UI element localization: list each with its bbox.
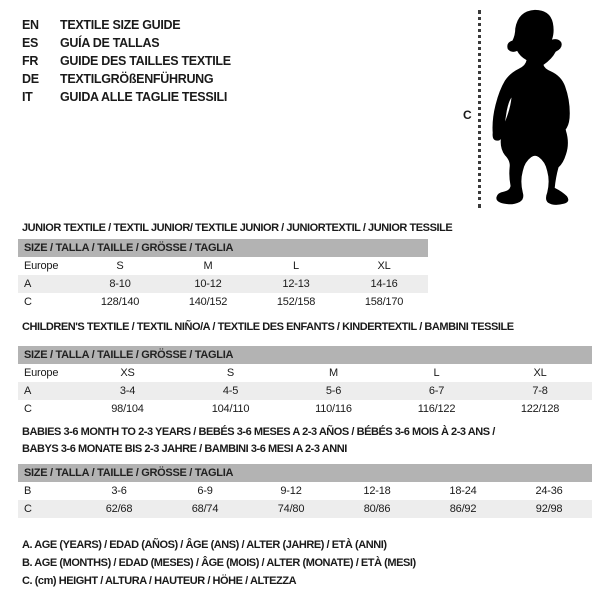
size-value-cell: XS bbox=[120, 367, 135, 379]
size-figure bbox=[455, 8, 587, 212]
table-row-europe bbox=[18, 257, 428, 275]
height-measure-label: C bbox=[463, 108, 472, 122]
size-value-cell: S bbox=[116, 260, 124, 272]
row-label-cell: C bbox=[24, 403, 32, 415]
row-label-cell: Europe bbox=[24, 367, 59, 379]
size-header-row bbox=[18, 346, 592, 364]
size-value-cell: 122/128 bbox=[520, 403, 560, 415]
language-title: TEXTILE SIZE GUIDE bbox=[60, 18, 181, 32]
size-value-cell: 12-18 bbox=[363, 485, 391, 497]
size-value-cell: XL bbox=[533, 367, 547, 379]
junior-section-title: JUNIOR TEXTILE / TEXTIL JUNIOR/ TEXTILE JUNIOR / JUNIORTEXTIL / JUNIOR TESSILE bbox=[22, 222, 453, 234]
language-row-it bbox=[22, 88, 231, 106]
size-value-cell: 10-12 bbox=[164, 275, 252, 293]
language-code: IT bbox=[22, 90, 33, 104]
children-section-title: CHILDREN'S TEXTILE / TEXTIL NIÑO/A / TEXTILE DES ENFANTS / KINDERTEXTIL / BAMBINI TESSILE bbox=[22, 321, 514, 333]
babies-size-table bbox=[18, 464, 592, 518]
language-row-fr bbox=[22, 52, 231, 70]
size-value-cell: 7-8 bbox=[488, 382, 592, 400]
size-value-cell: 140/152 bbox=[188, 296, 228, 308]
size-value-cell: 86/92 bbox=[420, 500, 506, 518]
table-row-height-cm bbox=[18, 293, 428, 311]
size-value-cell: M bbox=[203, 260, 213, 272]
size-value-cell: XL bbox=[377, 260, 391, 272]
size-header-row bbox=[18, 464, 592, 482]
table-row-height-cm bbox=[18, 500, 592, 518]
row-label-cell: C bbox=[18, 500, 76, 518]
size-value-cell: 3-4 bbox=[76, 382, 179, 400]
size-value-cell: L bbox=[293, 260, 299, 272]
size-value-cell: 110/116 bbox=[315, 403, 352, 415]
footnotes bbox=[22, 536, 416, 590]
size-header-cell: SIZE / TALLA / TAILLE / GRÖSSE / TAGLIA bbox=[18, 464, 592, 482]
language-row-es bbox=[22, 34, 231, 52]
size-value-cell: 62/68 bbox=[76, 500, 162, 518]
size-value-cell: 6-7 bbox=[385, 382, 488, 400]
language-title: GUIDA ALLE TAGLIE TESSILI bbox=[60, 90, 228, 104]
language-list bbox=[22, 16, 231, 106]
size-value-cell: 12-13 bbox=[252, 275, 340, 293]
table-row-age-years bbox=[18, 382, 592, 400]
language-code: FR bbox=[22, 54, 39, 68]
row-label-cell: A bbox=[18, 382, 76, 400]
size-value-cell: 116/122 bbox=[417, 403, 456, 415]
size-value-cell: 128/140 bbox=[100, 296, 140, 308]
size-value-cell: M bbox=[329, 367, 338, 379]
table-row-europe bbox=[18, 364, 592, 382]
table-row-age-months bbox=[18, 482, 592, 500]
size-value-cell: 18-24 bbox=[449, 485, 477, 497]
row-label-cell: Europe bbox=[24, 260, 59, 272]
size-value-cell: 104/110 bbox=[211, 403, 250, 415]
height-measure-line bbox=[478, 10, 481, 208]
size-value-cell: 158/170 bbox=[364, 296, 404, 308]
size-value-cell: 68/74 bbox=[162, 500, 248, 518]
table-row-height-cm bbox=[18, 400, 592, 418]
size-value-cell: 4-5 bbox=[179, 382, 282, 400]
language-row-de bbox=[22, 70, 231, 88]
babies-title-line-1: BABIES 3-6 MONTH TO 2-3 YEARS / BEBÉS 3-6 MESES A 2-3 AÑOS / BÉBÉS 3-6 MOIS À 2-3 ANS / bbox=[22, 426, 495, 438]
size-header-cell: SIZE / TALLA / TAILLE / GRÖSSE / TAGLIA bbox=[18, 346, 592, 364]
junior-size-table bbox=[18, 239, 428, 311]
size-value-cell: 92/98 bbox=[506, 500, 592, 518]
row-label-cell: C bbox=[24, 296, 32, 308]
size-header-row bbox=[18, 239, 428, 257]
size-value-cell: 9-12 bbox=[280, 485, 302, 497]
size-value-cell: 5-6 bbox=[282, 382, 385, 400]
size-value-cell: 8-10 bbox=[76, 275, 164, 293]
footnote-age-months: B. AGE (MONTHS) / EDAD (MESES) / ÂGE (MOIS) / ALTER (MONATE) / ETÀ (MESI) bbox=[22, 557, 416, 569]
footnote-height-cm: C. (cm) HEIGHT / ALTURA / HAUTEUR / HÖHE / ALTEZZA bbox=[22, 575, 297, 587]
size-value-cell: 152/158 bbox=[276, 296, 316, 308]
size-value-cell: S bbox=[226, 367, 235, 379]
language-code: ES bbox=[22, 36, 39, 50]
size-value-cell: L bbox=[433, 367, 440, 379]
size-header-cell: SIZE / TALLA / TAILLE / GRÖSSE / TAGLIA bbox=[18, 239, 428, 257]
children-size-table bbox=[18, 346, 592, 418]
language-code: EN bbox=[22, 18, 39, 32]
size-value-cell: 74/80 bbox=[248, 500, 334, 518]
size-value-cell: 6-9 bbox=[197, 485, 213, 497]
babies-title-line-2: BABYS 3-6 MONATE BIS 2-3 JAHRE / BAMBINI 3-6 MESI A 2-3 ANNI bbox=[22, 443, 347, 455]
footnote-age-years: A. AGE (YEARS) / EDAD (AÑOS) / ÂGE (ANS) / ALTER (JAHRE) / ETÀ (ANNI) bbox=[22, 539, 387, 551]
language-row-en bbox=[22, 16, 231, 34]
table-row-age-years bbox=[18, 275, 428, 293]
babies-section-title bbox=[22, 424, 495, 458]
size-value-cell: 14-16 bbox=[340, 275, 428, 293]
toddler-silhouette-image bbox=[488, 8, 582, 213]
row-label-cell: A bbox=[18, 275, 76, 293]
row-label-cell: B bbox=[24, 485, 32, 497]
language-title: GUIDE DES TAILLES TEXTILE bbox=[60, 54, 231, 68]
size-value-cell: 24-36 bbox=[535, 485, 563, 497]
language-code: DE bbox=[22, 72, 39, 86]
language-title: GUÍA DE TALLAS bbox=[60, 36, 160, 50]
size-value-cell: 80/86 bbox=[334, 500, 420, 518]
language-title: TEXTILGRÖßENFÜHRUNG bbox=[60, 72, 214, 86]
size-value-cell: 3-6 bbox=[111, 485, 127, 497]
size-value-cell: 98/104 bbox=[111, 403, 144, 415]
